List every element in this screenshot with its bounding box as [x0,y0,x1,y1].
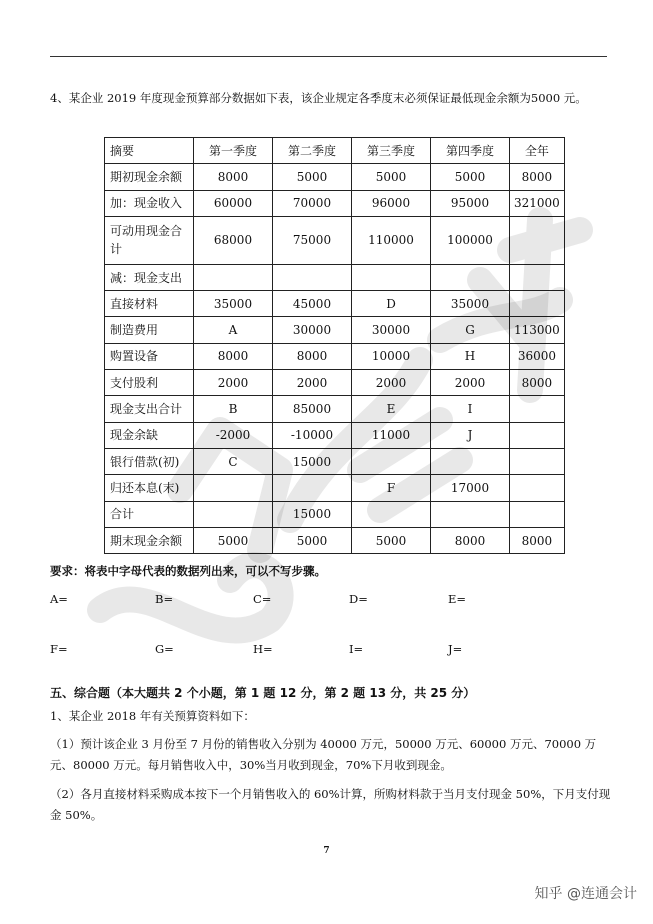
table-row [105,527,565,553]
answer-C: C= [253,592,272,606]
row-label-cell: 期初现金余额 [105,164,194,190]
table-cell [431,448,510,474]
table-cell: 35000 [194,291,273,317]
answer-F: F= [50,642,68,656]
table-cell: 5000 [352,527,431,553]
table-cell: 5000 [194,527,273,553]
table-cell [510,291,565,317]
zhihu-watermark-footer: 知乎 @连通会计 [534,886,637,902]
table-row [105,317,565,343]
table-cell: 8000 [194,343,273,369]
answer-D: D= [349,592,368,606]
table-cell [194,264,273,290]
table-cell [510,501,565,527]
table-header-cell: 第一季度 [194,138,273,164]
table-cell: 2000 [273,370,352,396]
table-cell [194,475,273,501]
section-5-title: 五、综合题（本大题共 2 个小题，第 1 题 12 分，第 2 题 13 分，共 25 分） [50,686,476,700]
table-cell: C [194,448,273,474]
row-label-cell: 可动用现金合计 [105,216,194,264]
answer-I: I= [349,642,364,656]
table-cell: 5000 [273,527,352,553]
row-label-cell: 银行借款(初) [105,448,194,474]
table-row [105,475,565,501]
table-cell [273,475,352,501]
table-cell: 110000 [352,216,431,264]
table-cell: A [194,317,273,343]
table-cell: H [431,343,510,369]
table-row [105,216,565,264]
table-cell: 15000 [273,501,352,527]
row-label-cell: 减：现金支出 [105,264,194,290]
answer-A: A= [50,592,68,606]
table-header-cell: 第三季度 [352,138,431,164]
table-cell [431,501,510,527]
row-label-cell: 支付股利 [105,370,194,396]
table-cell: 17000 [431,475,510,501]
table-cell: 8000 [510,370,565,396]
table-cell [510,448,565,474]
row-label-cell: 购置设备 [105,343,194,369]
table-cell: 100000 [431,216,510,264]
table-cell: 8000 [510,527,565,553]
header-rule [50,56,607,57]
table-cell: 15000 [273,448,352,474]
table-cell: 85000 [273,396,352,422]
table-cell: 8000 [273,343,352,369]
section-5-para-1: 1、某企业 2018 年有关预算资料如下： [50,709,255,723]
table-cell: 35000 [431,291,510,317]
table-cell: 5000 [352,164,431,190]
row-label-cell: 直接材料 [105,291,194,317]
table-row [105,164,565,190]
answer-B: B= [155,592,174,606]
table-cell: 2000 [352,370,431,396]
row-label-cell: 现金支出合计 [105,396,194,422]
table-cell: 5000 [273,164,352,190]
answer-H: H= [253,642,273,656]
table-cell: 2000 [431,370,510,396]
table-cell: 2000 [194,370,273,396]
section-5-para-3: （2）各月直接材料采购成本按下一个月销售收入的 60%计算，所购材料款于当月支付现金 50%，下月支付现金 50%。 [50,787,611,822]
table-cell: 96000 [352,190,431,216]
table-cell [510,475,565,501]
table-cell [510,422,565,448]
table-cell: 30000 [352,317,431,343]
row-label-cell: 制造费用 [105,317,194,343]
table-row [105,264,565,290]
row-label-cell: 期末现金余额 [105,527,194,553]
table-cell [352,448,431,474]
table-cell: 75000 [273,216,352,264]
table-header-row [105,138,565,164]
table-row [105,370,565,396]
table-cell: B [194,396,273,422]
table-header-cell: 摘要 [105,138,194,164]
table-cell: 321000 [510,190,565,216]
table-cell: 8000 [431,527,510,553]
question-4-text: 4、某企业 2019 年度现金预算部分数据如下表，该企业规定各季度末必须保证最低现金余额为5000 元。 [50,91,587,105]
table-cell [352,264,431,290]
table-row [105,343,565,369]
table-cell: D [352,291,431,317]
table-cell: 60000 [194,190,273,216]
table-cell: 11000 [352,422,431,448]
table-cell: 5000 [431,164,510,190]
table-cell: 8000 [510,164,565,190]
table-row [105,190,565,216]
table-cell [510,216,565,264]
requirement-text: 要求：将表中字母代表的数据列出来，可以不写步骤。 [50,564,326,578]
row-label-cell: 现金余缺 [105,422,194,448]
table-header-cell: 第四季度 [431,138,510,164]
table-cell [352,501,431,527]
table-cell: G [431,317,510,343]
row-label-cell: 归还本息(末) [105,475,194,501]
table-cell: I [431,396,510,422]
answer-J: J= [448,642,463,656]
table-row [105,396,565,422]
table-cell: 8000 [194,164,273,190]
table-cell: 10000 [352,343,431,369]
section-5-para-2: （1）预计该企业 3 月份至 7 月份的销售收入分别为 40000 万元，50000 万元、60000 万元、70000 万元、80000 万元。每月销售收入中，30%当月收到现金，70%下月收到现金。 [50,737,597,772]
page-number: 7 [323,846,330,856]
table-cell: 30000 [273,317,352,343]
cash-budget-table [104,137,565,554]
table-cell [194,501,273,527]
table-cell [431,264,510,290]
table-cell: J [431,422,510,448]
table-header-cell: 全年 [510,138,565,164]
table-cell: -10000 [273,422,352,448]
answer-E: E= [448,592,467,606]
row-label-cell: 合计 [105,501,194,527]
table-row [105,501,565,527]
table-cell: E [352,396,431,422]
answer-G: G= [155,642,174,656]
table-cell: 95000 [431,190,510,216]
table-row [105,291,565,317]
table-cell [510,264,565,290]
table-cell: 113000 [510,317,565,343]
table-cell [273,264,352,290]
row-label-cell: 加：现金收入 [105,190,194,216]
table-cell: 36000 [510,343,565,369]
table-cell: 68000 [194,216,273,264]
table-cell: 70000 [273,190,352,216]
table-cell: F [352,475,431,501]
table-header-cell: 第二季度 [273,138,352,164]
table-cell: 45000 [273,291,352,317]
table-row [105,448,565,474]
table-cell [510,396,565,422]
table-cell: -2000 [194,422,273,448]
table-row [105,422,565,448]
